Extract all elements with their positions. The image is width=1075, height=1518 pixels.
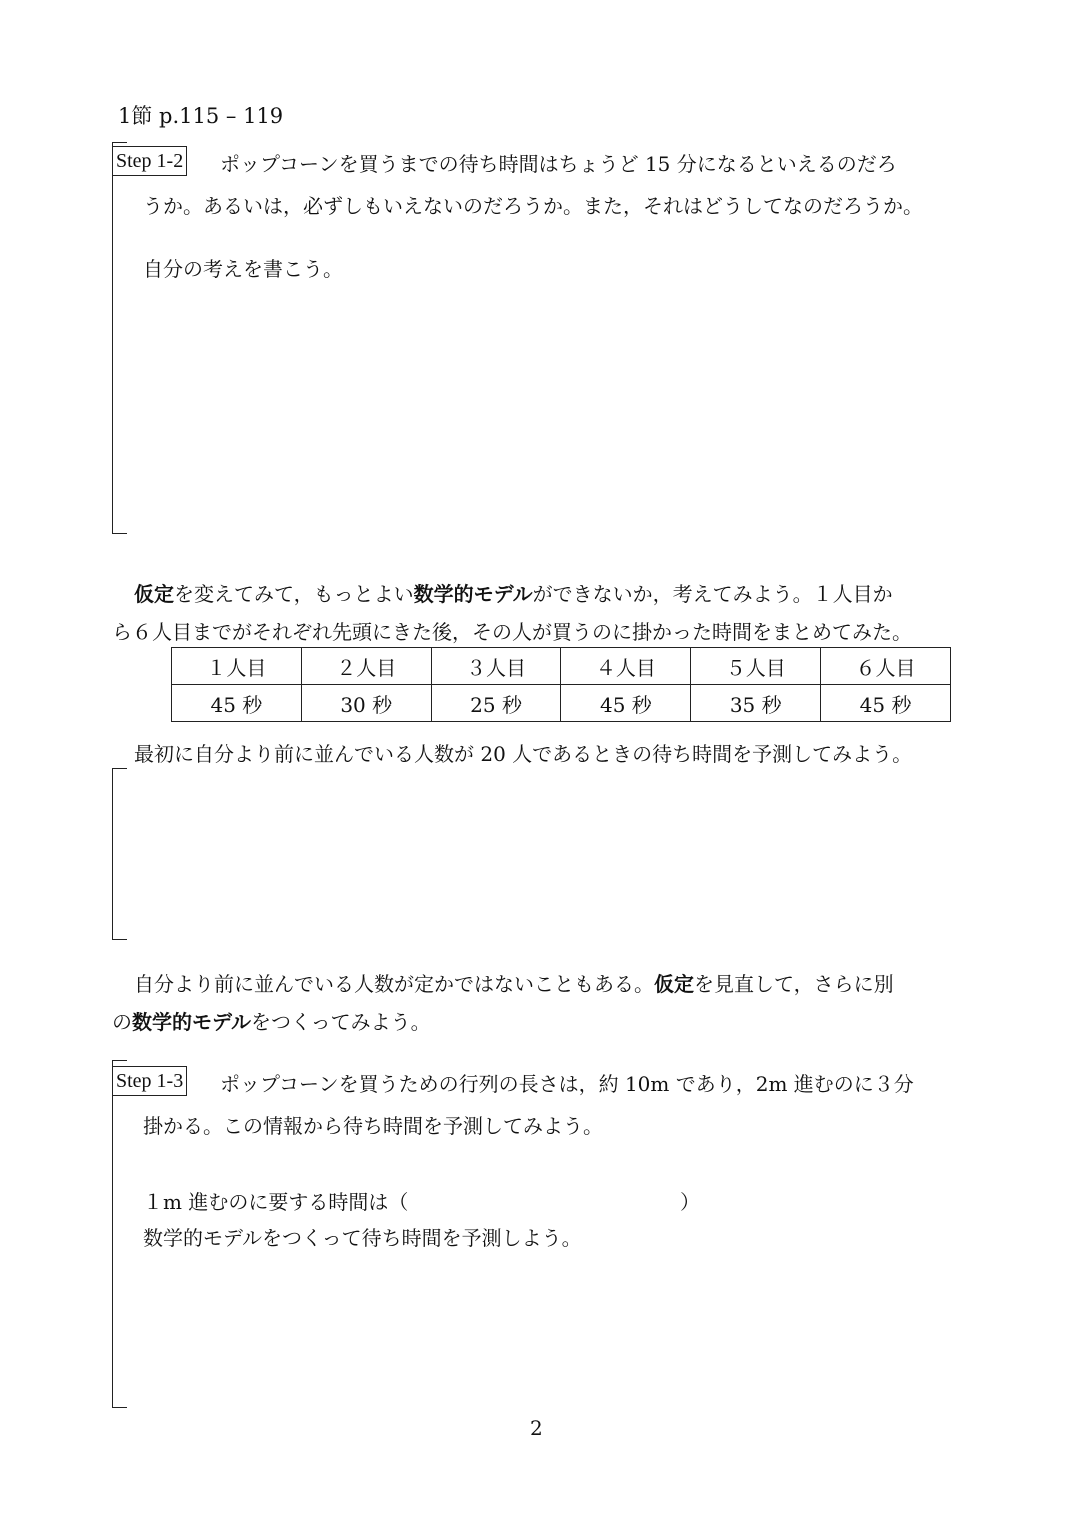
table-cell: ４人目	[561, 648, 691, 685]
table-cell: １人目	[172, 648, 302, 685]
term-assumption: 仮定	[134, 582, 174, 606]
table-cell: ３人目	[431, 648, 561, 685]
step-1-2-question-line2: うか。あるいは，必ずしもいえないのだろうか。また，それはどうしてなのだろうか。	[143, 194, 923, 218]
table-header-row	[172, 648, 951, 685]
intro-paragraph-line2: ら６人目までがそれぞれ先頭にきた後，その人が買うのに掛かった時間をまとめてみた。	[112, 620, 912, 644]
intro-text-b: ができないか，考えてみよう。１人目か	[532, 582, 893, 606]
table-cell: 30 秒	[301, 685, 431, 722]
purchase-time-table	[171, 647, 951, 722]
review-text-a: 自分より前に並んでいる人数が定かではないこともある。	[134, 972, 654, 996]
review-paragraph-line1	[134, 968, 894, 997]
table-cell: ２人目	[301, 648, 431, 685]
table-cell: 45 秒	[172, 685, 302, 722]
blank-label: １m 進むのに要する時間は（	[143, 1190, 409, 1214]
review-text-d: をつくってみよう。	[251, 1010, 431, 1034]
review-text-b: を見直して，さらに別	[694, 972, 894, 996]
table-cell: 35 秒	[691, 685, 821, 722]
section-reference: 1節 p.115 – 119	[118, 104, 284, 128]
table-cell: ５人目	[691, 648, 821, 685]
table-cell: 25 秒	[431, 685, 561, 722]
step-1-3-question-line1: ポップコーンを買うための行列の長さは，約 10m であり，2m 進むのに３分	[220, 1072, 914, 1096]
table-cell: ６人目	[821, 648, 951, 685]
model-prompt: 数学的モデルをつくって待ち時間を予測しよう。	[143, 1226, 582, 1250]
step-1-3-question-line2: 掛かる。この情報から待ち時間を予測してみよう。	[143, 1114, 603, 1138]
table-cell: 45 秒	[821, 685, 951, 722]
answer-bracket-step-1-2	[112, 142, 129, 534]
table-cell: 45 秒	[561, 685, 691, 722]
step-1-2-prompt: 自分の考えを書こう。	[143, 257, 343, 281]
answer-bracket-predict	[112, 768, 129, 940]
page-number: 2	[530, 1416, 543, 1440]
intro-paragraph-line1	[134, 578, 893, 607]
term-assumption: 仮定	[654, 972, 694, 996]
term-math-model: 数学的モデル	[413, 582, 533, 606]
blank-close: ）	[680, 1190, 700, 1214]
predict-prompt: 最初に自分より前に並んでいる人数が 20 人であるときの待ち時間を予測してみよう。	[134, 742, 913, 766]
table-value-row	[172, 685, 951, 722]
step-1-3-label: Step 1-3	[112, 1066, 187, 1096]
review-text-c: の	[112, 1010, 132, 1034]
step-1-2-question-line1: ポップコーンを買うまでの待ち時間はちょうど 15 分になるといえるのだろ	[220, 152, 897, 176]
term-math-model: 数学的モデル	[132, 1010, 251, 1034]
answer-bracket-step-1-3	[112, 1060, 129, 1408]
intro-text-a: を変えてみて，もっとよい	[174, 582, 414, 606]
step-1-2-label: Step 1-2	[112, 146, 187, 176]
review-paragraph-line2	[112, 1006, 431, 1035]
